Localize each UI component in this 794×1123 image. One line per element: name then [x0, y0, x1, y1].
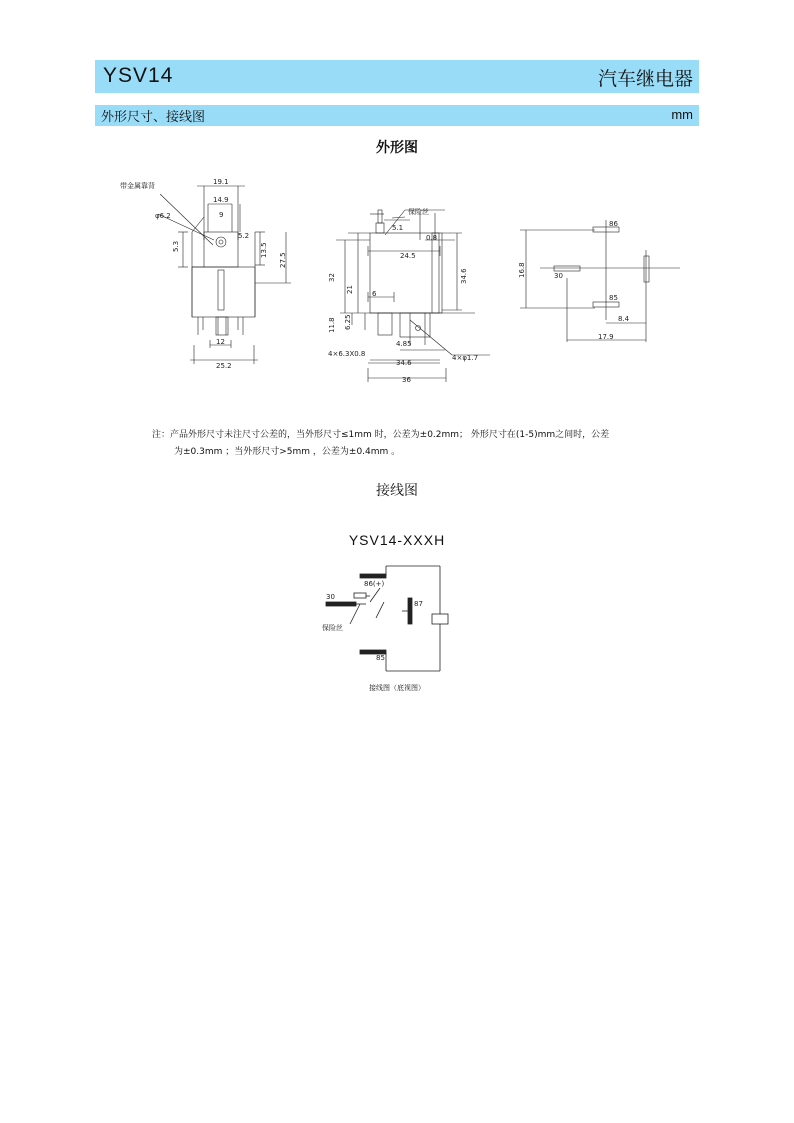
model-title: YSV14 [103, 64, 174, 87]
outline-drawing [100, 170, 700, 390]
bottom-pin-86: 86 [609, 220, 618, 228]
bottom-dim-1: 8.4 [618, 315, 630, 323]
side-dim-3: 34.6 [460, 268, 468, 284]
side-dim-8: 6.25 [344, 314, 352, 330]
bottom-dim-0: 16.8 [518, 262, 526, 278]
section-title: 外形尺寸、接线图 [101, 110, 206, 125]
front-dim-7: 12 [216, 338, 225, 346]
wiring-title: 接线图 [376, 483, 418, 499]
side-dim-6: 6 [372, 290, 377, 298]
hole-spec: 4×φ1.7 [452, 354, 479, 362]
tolerance-note [152, 427, 692, 461]
header-bar [95, 60, 699, 93]
note-line-2: 为±0.3mm ；当外形尺寸>5mm ，公差为±0.4mm 。 [174, 447, 401, 457]
wiring-caption: 接线图（底视图） [369, 684, 425, 692]
front-dim-5: 13.5 [260, 242, 268, 258]
side-dim-9: 4.85 [396, 340, 412, 348]
terminal-spec: 4×6.3X0.8 [328, 350, 366, 358]
side-dim-1: 0.8 [426, 234, 438, 242]
front-dim-3: 5.3 [172, 240, 180, 252]
front-dim-4: 5.2 [238, 232, 250, 240]
bottom-pin-30: 30 [554, 272, 563, 280]
wiring-pin-86: 86(+) [364, 580, 385, 588]
side-dim-0: 5.1 [392, 224, 404, 232]
front-dim-2: 9 [219, 211, 224, 219]
hole-label: φ6.2 [155, 212, 171, 220]
wiring-pin-85: 85 [376, 654, 385, 662]
wiring-pin-30: 30 [326, 593, 335, 601]
wiring-diagram [310, 558, 470, 673]
front-dim-0: 19.1 [213, 178, 229, 186]
section-bar [95, 105, 699, 126]
side-dim-2: 24.5 [400, 252, 416, 260]
side-dim-5: 21 [346, 285, 354, 294]
side-dim-10: 34.6 [396, 359, 412, 367]
fuse-label: 保险丝 [408, 208, 429, 216]
side-dim-4: 32 [328, 273, 336, 282]
outline-title: 外形图 [376, 140, 418, 156]
side-dim-11: 36 [402, 376, 411, 384]
front-dim-6: 27.5 [279, 252, 287, 268]
unit-label: mm [671, 107, 693, 122]
front-dim-1: 14.9 [213, 196, 229, 204]
front-dim-8: 25.2 [216, 362, 232, 370]
bottom-dim-2: 17.9 [598, 333, 614, 341]
bottom-pin-85: 85 [609, 294, 618, 302]
wiring-pin-87: 87 [414, 600, 423, 608]
product-title: 汽车继电器 [597, 68, 693, 90]
note-line-1: 注：产品外形尺寸未注尺寸公差的，当外形尺寸≤1mm 时，公差为±0.2mm； 外形尺寸在(1-5)mm之间时，公差 [152, 430, 610, 440]
side-dim-7: 11.8 [328, 317, 336, 333]
wiring-fuse-label: 保险丝 [322, 624, 343, 632]
wiring-model: YSV14-XXXH [348, 532, 446, 548]
bracket-label: 带金属靠背 [120, 182, 155, 190]
